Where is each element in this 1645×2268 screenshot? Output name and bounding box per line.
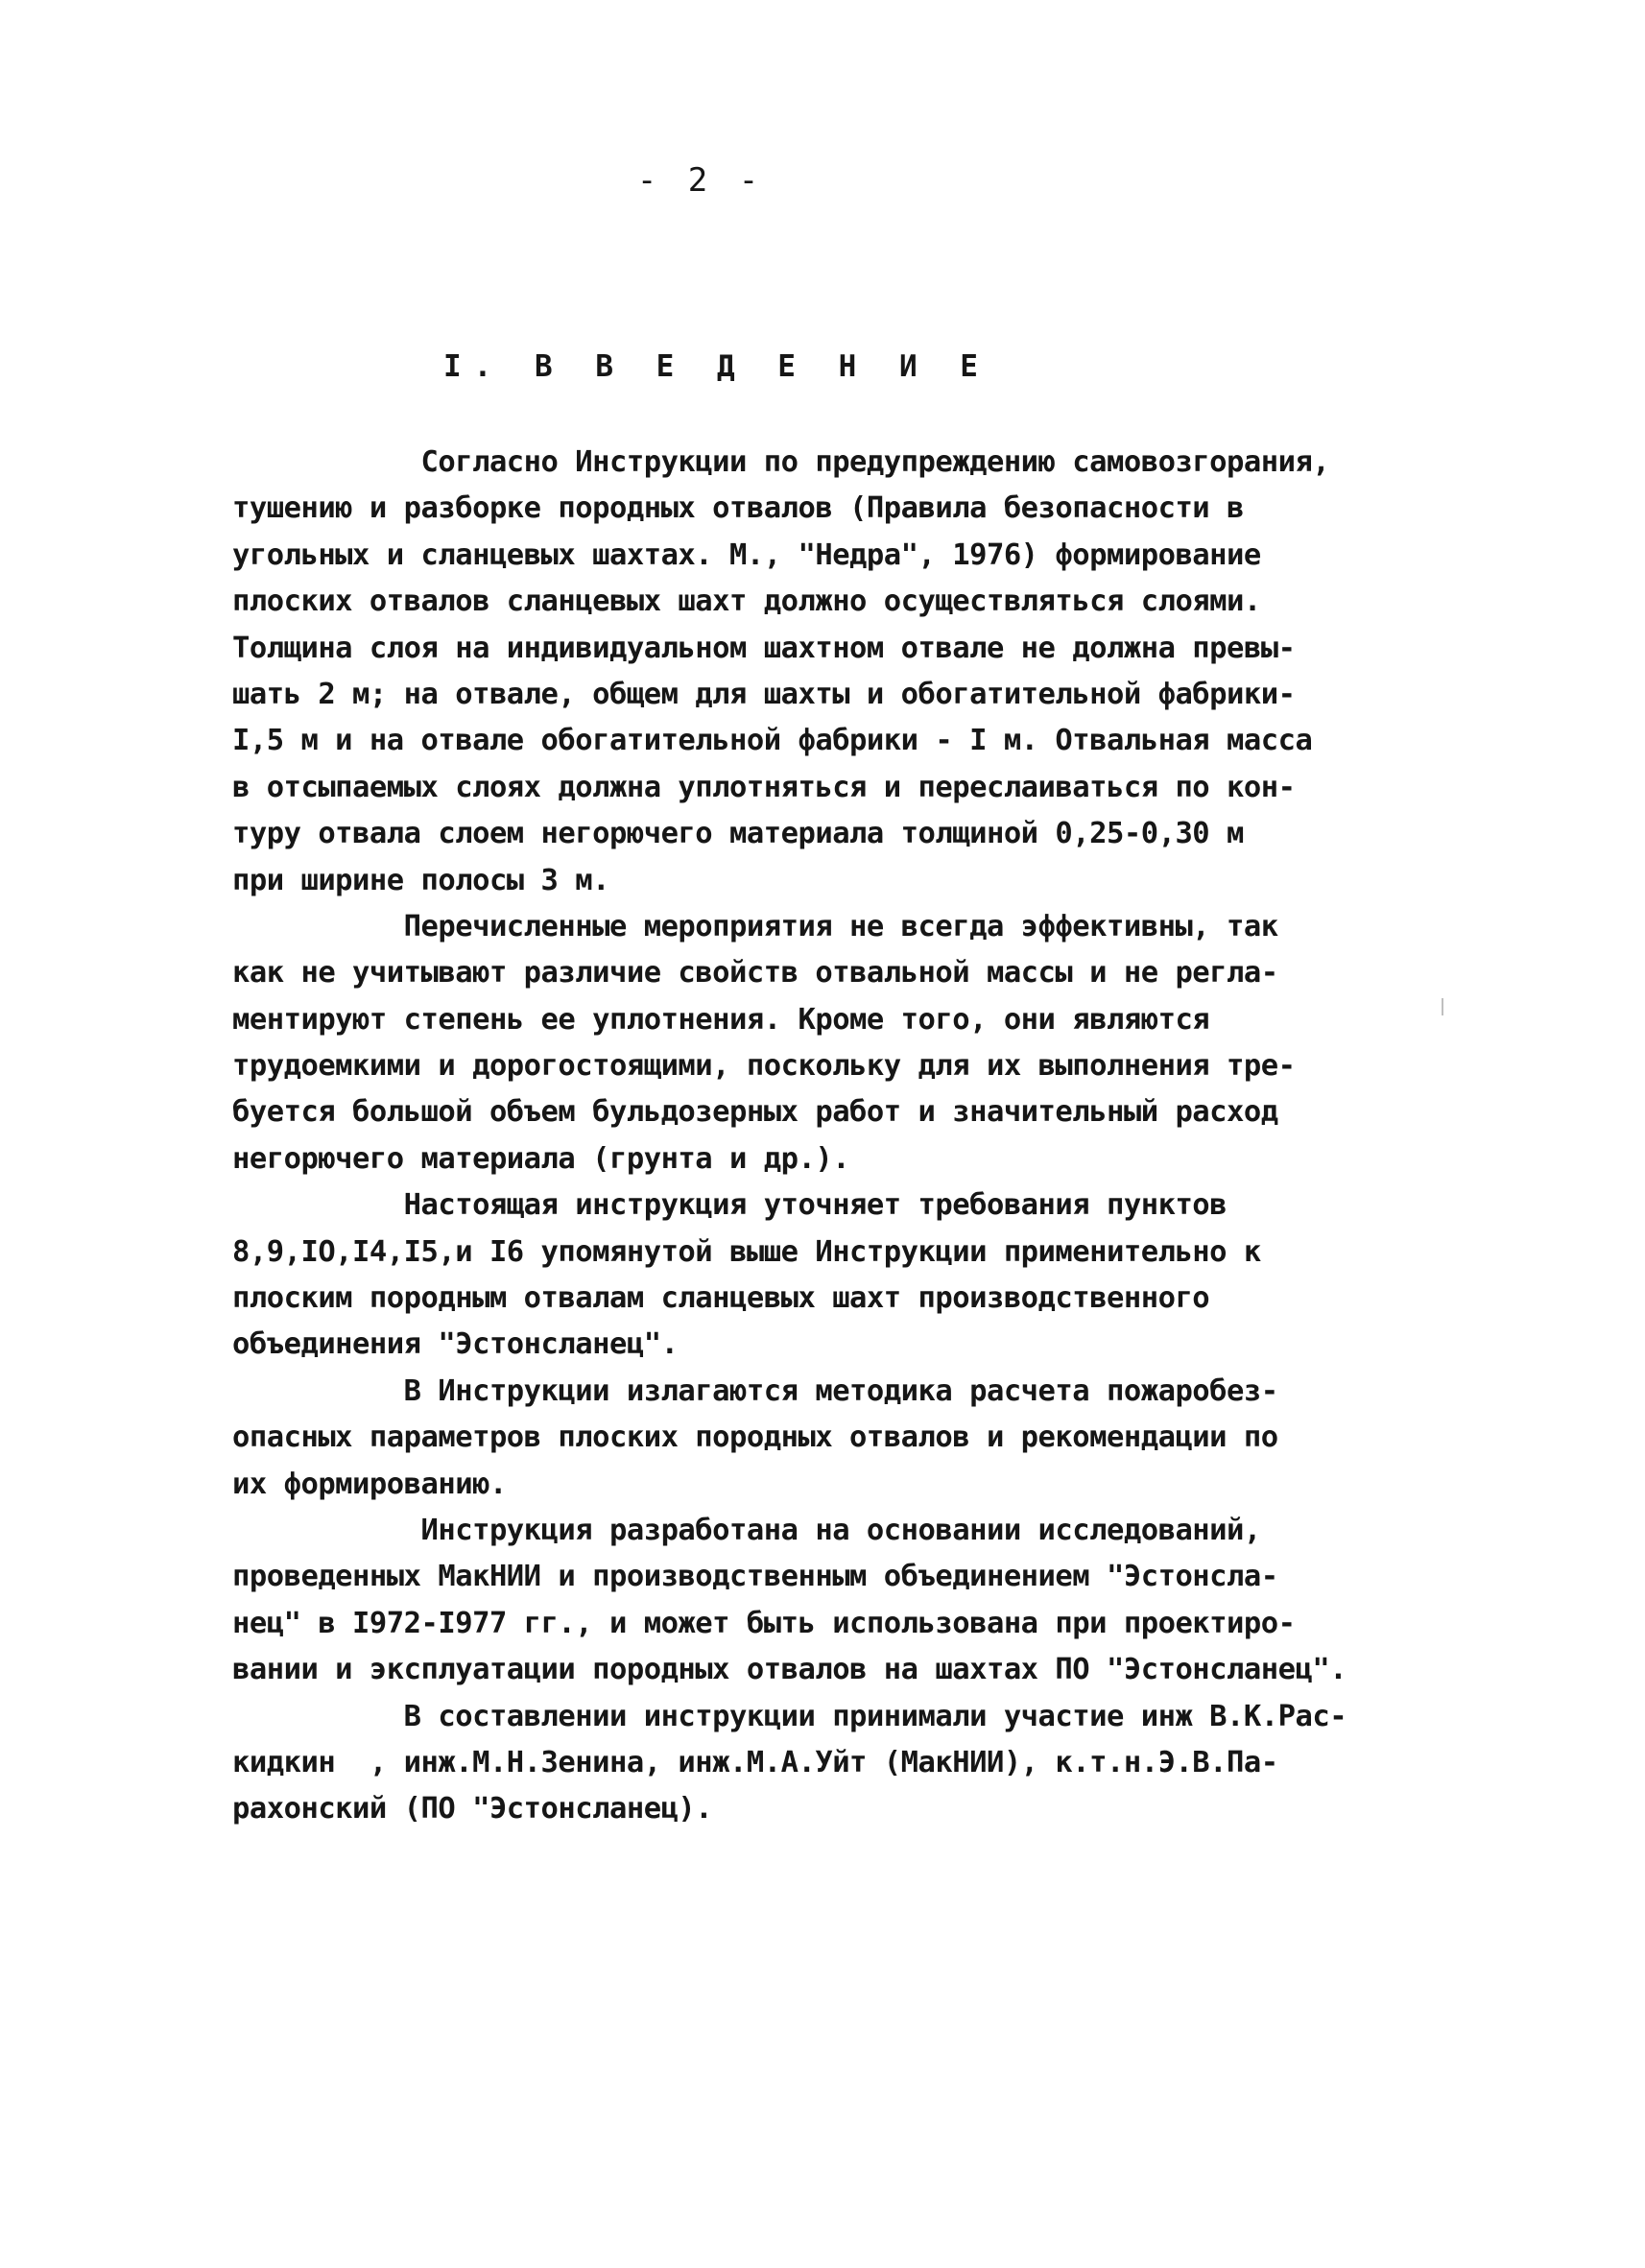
text-line: вании и эксплуатации породных отвалов на шахтах ПО "Эстонсланец". xyxy=(232,1653,1347,1687)
text-line: тушению и разборке породных отвалов (Правила безопасности в xyxy=(232,491,1244,526)
section-heading: I. В В Е Д Е Н И Е xyxy=(443,349,990,384)
text-line: нец" в I972-I977 гг., и может быть использована при проектиро- xyxy=(232,1606,1296,1640)
text-line: угольных и сланцевых шахтах. М., "Недра", 1976) формирование xyxy=(232,537,1261,572)
text-line: опасных параметров плоских породных отвалов и рекомендации по xyxy=(232,1420,1278,1455)
text-line: Инструкция разработана на основании исследований, xyxy=(232,1513,1261,1547)
text-line: объединения "Эстонсланец". xyxy=(232,1327,679,1362)
text-line: проведенных МакНИИ и производственным объединением "Эстонсла- xyxy=(232,1560,1278,1594)
page-number: - 2 - xyxy=(636,161,765,200)
text-line: рахонский (ПО "Эстонсланец). xyxy=(232,1792,713,1826)
text-line: трудоемкими и дорогостоящими, поскольку для их выполнения тре- xyxy=(232,1049,1296,1084)
body-text xyxy=(232,440,1480,1833)
text-line: негорючего материала (грунта и др.). xyxy=(232,1141,850,1176)
text-line: 8,9,IO,I4,I5,и I6 упомянутой выше Инструкции применительно к xyxy=(232,1234,1261,1269)
text-line: Перечисленные мероприятия не всегда эффективны, так xyxy=(232,909,1278,943)
text-line: ментируют степень ее уплотнения. Кроме того, они являются xyxy=(232,1002,1210,1037)
text-line: I,5 м и на отвале обогатительной фабрики - I м. Отвальная масса xyxy=(232,724,1313,758)
text-line: как не учитывают различие свойств отвальной массы и не регла- xyxy=(232,956,1278,991)
text-line: Настоящая инструкция уточняет требования пунктов xyxy=(232,1188,1228,1223)
text-line: в отсыпаемых слоях должна уплотняться и переслаиваться по кон- xyxy=(232,770,1296,804)
text-line: туру отвала слоем негорючего материала толщиной 0,25-0,30 м xyxy=(232,817,1244,851)
text-line: кидкин , инж.М.Н.Зенина, инж.М.А.Уйт (МакНИИ), к.т.н.Э.В.Па- xyxy=(232,1745,1278,1779)
text-line: В составлении инструкции принимали участие инж В.К.Рас- xyxy=(232,1699,1347,1733)
text-line: Толщина слоя на индивидуальном шахтном отвале не должна превы- xyxy=(232,631,1296,665)
text-line: при ширине полосы 3 м. xyxy=(232,863,609,897)
text-line: плоским породным отвалам сланцевых шахт производственного xyxy=(232,1281,1210,1316)
text-line: шать 2 м; на отвале, общем для шахты и обогатительной фабрики- xyxy=(232,677,1296,711)
text-line: плоских отвалов сланцевых шахт должно осуществляться слоями. xyxy=(232,585,1261,619)
text-line: буется большой объем бульдозерных работ и значительный расход xyxy=(232,1095,1278,1130)
text-line: В Инструкции излагаются методика расчета пожаробез- xyxy=(232,1373,1278,1408)
text-line: их формированию. xyxy=(232,1467,507,1501)
text-line: Согласно Инструкции по предупреждению самовозгорания, xyxy=(232,445,1330,479)
